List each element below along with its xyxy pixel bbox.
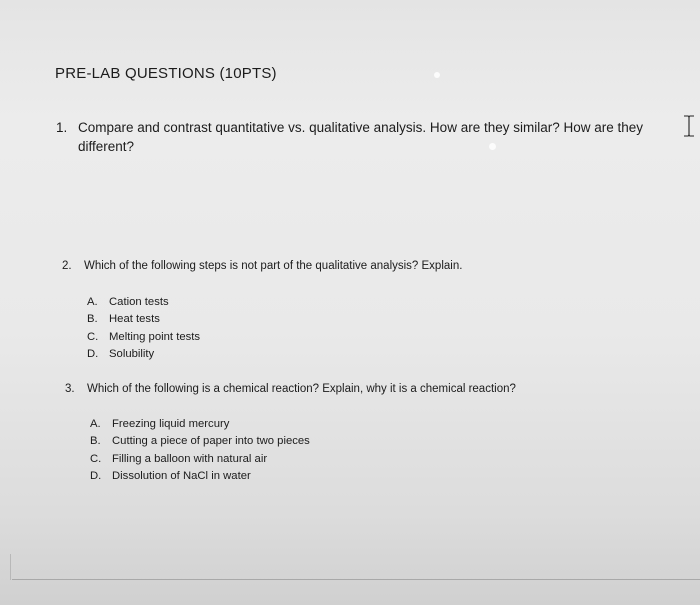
option-letter: C. [87,330,99,343]
question-3-options [90,415,310,485]
screen-glare [434,72,440,78]
option-a [90,415,310,433]
option-text: Melting point tests [109,330,201,343]
question-text: Compare and contrast quantitative vs. qualitative analysis. How are they similar? How are they different? [78,120,644,154]
option-d [87,346,200,364]
option-letter: A. [90,417,101,430]
text-cursor-icon [683,115,695,137]
option-c [87,328,200,346]
question-text: Which of the following steps is not part of the qualitative analysis? Explain. [84,260,463,272]
option-b [87,311,200,329]
option-letter: C. [90,452,102,465]
question-number: 1. [56,120,68,135]
page-title: PRE-LAB QUESTIONS (10PTS) [55,65,277,82]
option-text: Filling a balloon with natural air [112,452,268,465]
divider [12,579,700,580]
option-b [90,433,310,451]
option-text: Freezing liquid mercury [112,417,230,430]
option-a [87,293,200,311]
option-text: Solubility [109,348,155,361]
question-2-options [87,293,200,363]
option-letter: B. [87,313,98,326]
question-text: Which of the following is a chemical reaction? Explain, why it is a chemical reaction? [87,383,516,395]
option-text: Cutting a piece of paper into two pieces [112,435,310,448]
option-d [90,468,310,486]
question-2 [62,260,462,272]
option-c [90,450,310,468]
question-number: 2. [62,260,72,272]
screen-glare [489,143,496,150]
option-letter: D. [90,470,102,483]
question-1 [56,118,668,156]
question-number: 3. [65,383,75,395]
divider [10,554,11,580]
option-text: Heat tests [109,313,160,326]
option-text: Cation tests [109,295,169,308]
option-letter: A. [87,295,98,308]
option-letter: D. [87,348,99,361]
option-text: Dissolution of NaCl in water [112,470,251,483]
question-3 [65,383,516,395]
option-letter: B. [90,435,101,448]
